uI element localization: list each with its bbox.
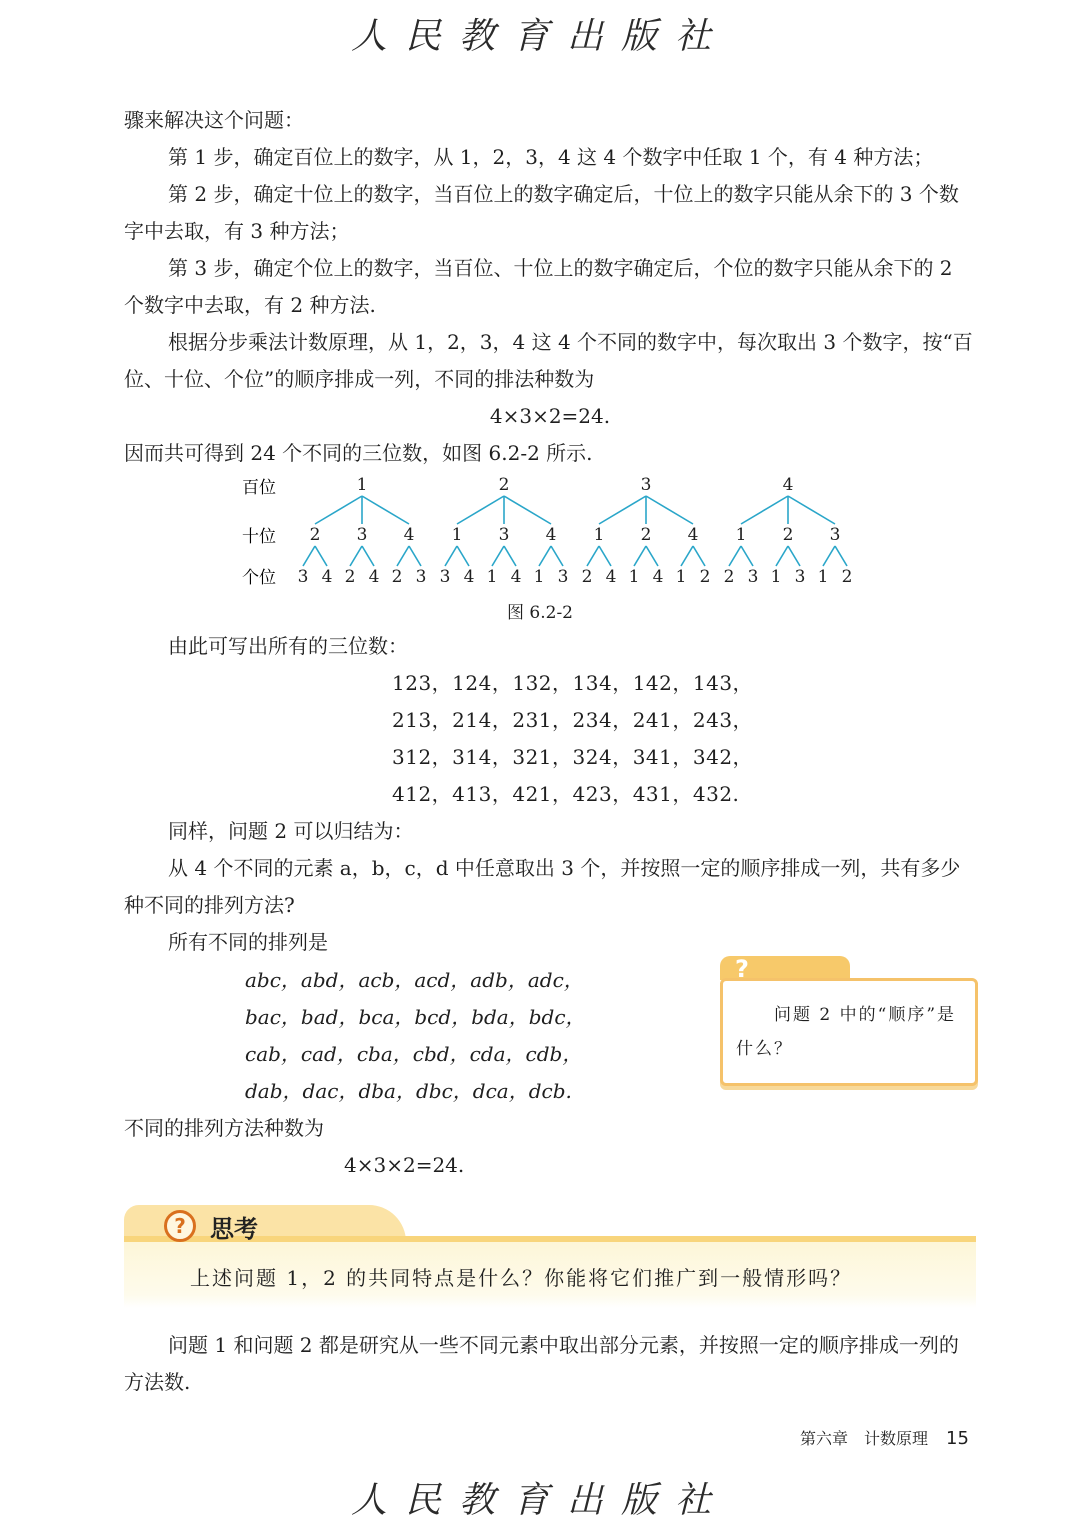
tree-branch <box>362 496 409 524</box>
perm-row-4: dab，dac，dba，dbc，dca，dcb. <box>245 1079 572 1103</box>
formula-2: 4×3×2=24. <box>344 1153 465 1177</box>
tree-node-ones: 1 <box>770 567 782 587</box>
tree-node-ones: 1 <box>817 567 829 587</box>
think-question-icon: ? <box>164 1210 196 1242</box>
tree-node-ones: 4 <box>605 567 617 587</box>
tree-branch <box>599 546 611 566</box>
tree-node-tens: 4 <box>403 525 415 545</box>
tree-branch <box>539 546 551 566</box>
tree-branch <box>362 546 374 566</box>
tree-node-hundreds: 3 <box>640 475 652 495</box>
tree-node-ones: 1 <box>675 567 687 587</box>
tree-node-ones: 2 <box>344 567 356 587</box>
tree-branch <box>303 546 315 566</box>
tree-branch <box>646 546 658 566</box>
paragraph-question2: 从 4 个不同的元素 a，b，c，d 中任意取出 3 个，并按照一定的顺序排成一列，共有多少种不同的排列方法? <box>124 856 961 917</box>
tree-node-ones: 1 <box>533 567 545 587</box>
tree-branch <box>457 496 504 524</box>
tree-branch <box>445 546 457 566</box>
number-row-2: 213，214，231，234，241，243， <box>392 708 754 732</box>
tree-node-ones: 4 <box>463 567 475 587</box>
perm-row-2: bac，bad，bca，bcd，bda，bdc， <box>245 1005 586 1029</box>
tree-node-ones: 3 <box>557 567 569 587</box>
tree-node-tens: 3 <box>829 525 841 545</box>
tree-node-ones: 4 <box>321 567 333 587</box>
tree-node-tens: 1 <box>735 525 747 545</box>
paragraph-similar: 同样，问题 2 可以归结为： <box>168 819 414 843</box>
tree-branch <box>504 496 551 524</box>
number-row-3: 312，314，321，324，341，342， <box>392 745 754 769</box>
page-number: 15 <box>946 1428 969 1449</box>
tree-branch <box>504 546 516 566</box>
figure-caption: 图 6.2-2 <box>507 603 573 623</box>
tree-branch <box>729 546 741 566</box>
tree-node-ones: 2 <box>391 567 403 587</box>
tree-branch <box>551 546 563 566</box>
paragraph-step2: 第 2 步，确定十位上的数字，当百位上的数字确定后，十位上的数字只能从余下的 3 个数字中去取，有 3 种方法； <box>124 182 959 243</box>
formula-1: 4×3×2=24. <box>489 404 611 428</box>
tree-branch <box>350 546 362 566</box>
tree-branch <box>587 546 599 566</box>
page-footer <box>800 1426 969 1449</box>
tree-branch <box>835 546 847 566</box>
hint-text <box>736 998 962 1066</box>
tree-node-ones: 4 <box>368 567 380 587</box>
tree-node-tens: 3 <box>356 525 368 545</box>
tree-branch <box>693 546 705 566</box>
paragraph-intro: 骤来解决这个问题： <box>124 108 304 132</box>
tree-label-tens: 十位 <box>242 527 276 547</box>
number-row-4: 412，413，421，423，431，432. <box>392 782 740 806</box>
tree-node-ones: 1 <box>486 567 498 587</box>
tree-branch <box>823 546 835 566</box>
think-text: 上述问题 1，2 的共同特点是什么？你能将它们推广到一般情形吗？ <box>190 1266 853 1290</box>
tree-node-tens: 4 <box>687 525 699 545</box>
tree-node-tens: 4 <box>545 525 557 545</box>
tree-branch <box>409 546 421 566</box>
perm-row-3: cab，cad，cba，cbd，cda，cdb， <box>245 1042 583 1066</box>
tree-branch <box>741 546 753 566</box>
publisher-logo-top: 人民教育出版社 <box>350 16 729 57</box>
tree-node-tens: 3 <box>498 525 510 545</box>
paragraph-count-intro: 不同的排列方法种数为 <box>124 1116 324 1140</box>
tree-node-hundreds: 4 <box>782 475 794 495</box>
tree-node-ones: 1 <box>628 567 640 587</box>
paragraph-perm-intro: 所有不同的排列是 <box>168 930 328 954</box>
tree-node-ones: 3 <box>415 567 427 587</box>
tree-branch <box>315 546 327 566</box>
number-row-1: 123，124，132，134，142，143， <box>392 671 754 695</box>
tree-node-ones: 4 <box>510 567 522 587</box>
tree-branch <box>599 496 646 524</box>
tree-node-tens: 1 <box>593 525 605 545</box>
tree-diagram <box>0 470 1080 595</box>
perm-row-1: abc，abd，acb，acd，adb，adc， <box>245 968 584 992</box>
tree-node-hundreds: 2 <box>498 475 510 495</box>
tree-branch <box>492 546 504 566</box>
tree-branch <box>634 546 646 566</box>
tree-branch <box>788 546 800 566</box>
tree-node-ones: 3 <box>297 567 309 587</box>
tree-node-tens: 2 <box>309 525 321 545</box>
tree-node-ones: 2 <box>581 567 593 587</box>
tree-label-ones: 个位 <box>242 568 276 588</box>
tree-branch <box>681 546 693 566</box>
tree-node-ones: 2 <box>841 567 853 587</box>
question-icon: ? <box>735 955 749 983</box>
paragraph-step3: 第 3 步，确定个位上的数字，当百位、十位上的数字确定后，个位的数字只能从余下的 2 个数字中去取，有 2 种方法. <box>124 256 953 317</box>
tree-branch <box>776 546 788 566</box>
chapter-label: 第六章 计数原理 <box>800 1429 929 1448</box>
tree-node-hundreds: 1 <box>356 475 368 495</box>
hint-text-content: 问题 2 中的“顺序”是什么？ <box>736 1005 957 1059</box>
tree-branch <box>457 546 469 566</box>
tree-node-ones: 3 <box>794 567 806 587</box>
tree-branch <box>741 496 788 524</box>
tree-node-ones: 4 <box>652 567 664 587</box>
paragraph-conclusion: 问题 1 和问题 2 都是研究从一些不同元素中取出部分元素，并按照一定的顺序排成一列的方法数. <box>124 1333 959 1394</box>
think-title: 思考 <box>210 1215 258 1243</box>
tree-label-hundreds: 百位 <box>242 478 276 498</box>
publisher-logo-bottom: 人民教育出版社 <box>350 1480 729 1521</box>
tree-node-ones: 3 <box>747 567 759 587</box>
tree-node-ones: 2 <box>699 567 711 587</box>
tree-node-tens: 1 <box>451 525 463 545</box>
tree-branch <box>315 496 362 524</box>
paragraph-step1: 第 1 步，确定百位上的数字，从 1，2，3，4 这 4 个数字中任取 1 个，有 4 种方法； <box>168 145 934 169</box>
tree-branch <box>397 546 409 566</box>
tree-node-ones: 2 <box>723 567 735 587</box>
tree-node-tens: 2 <box>782 525 794 545</box>
paragraph-result: 因而共可得到 24 个不同的三位数，如图 6.2-2 所示. <box>124 441 593 465</box>
paragraph-list-intro: 由此可写出所有的三位数： <box>168 634 408 658</box>
tree-node-tens: 2 <box>640 525 652 545</box>
tree-branch <box>788 496 835 524</box>
paragraph-principle: 根据分步乘法计数原理，从 1，2，3，4 这 4 个不同的数字中，每次取出 3 个数字，按“百位、十位、个位”的顺序排成一列，不同的排法种数为 <box>124 330 973 391</box>
tree-node-ones: 3 <box>439 567 451 587</box>
tree-branch <box>646 496 693 524</box>
